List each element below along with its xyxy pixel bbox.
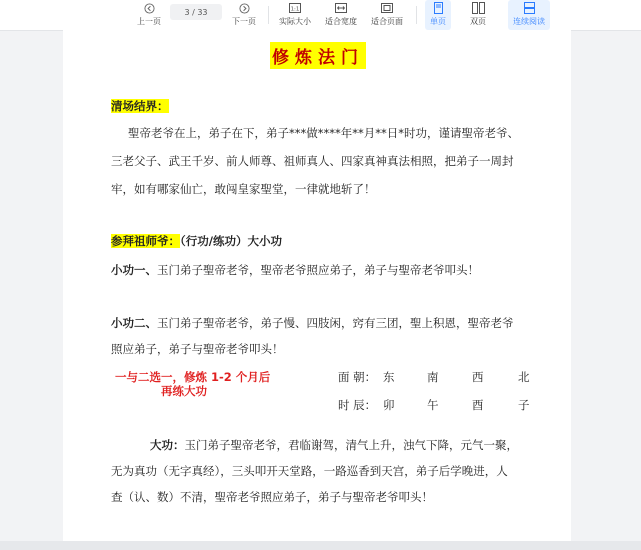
time-period-label: 时 辰： <box>338 398 377 412</box>
small-practice-one <box>111 262 479 278</box>
face-direction-label: 面 朝： <box>338 370 377 384</box>
red-note-line: 再练大功 <box>161 384 207 398</box>
toolbar-divider <box>268 6 269 24</box>
section-heading-worship <box>111 233 282 249</box>
next-page-label: 下一页 <box>232 17 256 26</box>
big-practice <box>150 437 518 453</box>
single-page-icon <box>434 2 443 16</box>
big-practice-label: 大功： <box>150 438 185 452</box>
face-direction-value: 北 <box>518 370 530 384</box>
face-direction-value: 西 <box>472 370 484 384</box>
fit-width-label: 适合宽度 <box>325 17 357 26</box>
actual-size-label: 实际大小 <box>279 17 311 26</box>
fit-page-button[interactable] <box>369 0 405 30</box>
small-practice-text: 玉门弟子聖帝老爷，弟子慢、四肢闲，窍有三团，聖上积恩，聖帝老爷 <box>157 316 514 330</box>
continuous-reading-label: 连续阅读 <box>513 17 545 26</box>
paragraph-line: 聖帝老爷在上，弟子在下，弟子***做****年**月**日*时功，谨请聖帝老爷、 <box>128 126 519 140</box>
paragraph-line: 牢，如有哪家仙亡，敢闯皇家聖堂，一律就地斩了！ <box>111 182 376 196</box>
time-period-value: 午 <box>427 398 439 412</box>
fit-page-label: 适合页面 <box>371 17 403 26</box>
section-heading-label: 清场结界： <box>111 99 169 113</box>
double-page-button[interactable] <box>464 0 492 30</box>
single-page-label: 单页 <box>430 17 446 26</box>
page-title: 修炼法门 <box>270 42 366 69</box>
page-gap <box>0 541 641 550</box>
prev-page-button[interactable] <box>134 0 164 30</box>
page-indicator[interactable]: 3 / 33 <box>170 4 222 20</box>
actual-size-button[interactable] <box>277 0 313 30</box>
fit-page-icon <box>381 3 393 15</box>
chevron-left-icon <box>144 3 155 16</box>
red-note-line: 一与二选一，修炼 1-2 个月后 <box>115 370 271 384</box>
double-page-icon <box>472 2 485 16</box>
next-page-button[interactable] <box>229 0 259 30</box>
fit-width-button[interactable] <box>323 0 359 30</box>
small-practice-label: 小功一、 <box>111 263 157 277</box>
section-heading-clear-field <box>111 98 169 114</box>
time-period-value: 卯 <box>383 398 395 412</box>
section-heading-suffix: （行功/练功）大小功 <box>180 234 282 248</box>
section-heading-label: 参拜祖师爷： <box>111 234 180 248</box>
single-page-button[interactable] <box>425 0 451 30</box>
continuous-reading-button[interactable] <box>508 0 550 30</box>
small-practice-two <box>111 315 514 331</box>
prev-page-label: 上一页 <box>137 17 161 26</box>
big-practice-text: 玉门弟子聖帝老爷，君临谢驾，清气上升，浊气下降，元气一聚， <box>184 438 518 452</box>
continuous-reading-icon <box>524 2 535 16</box>
small-practice-text: 玉门弟子聖帝老爷，聖帝老爷照应弟子，弟子与聖帝老爷叩头！ <box>157 263 479 277</box>
double-page-label: 双页 <box>470 17 486 26</box>
chevron-right-icon <box>239 3 250 16</box>
fit-width-icon <box>335 3 347 15</box>
face-direction-value: 南 <box>427 370 439 384</box>
time-period-value: 酉 <box>472 398 484 412</box>
actual-size-icon <box>289 3 301 15</box>
paragraph-line: 查（认、数）不清，聖帝老爷照应弟子，弟子与聖帝老爷叩头！ <box>111 490 433 504</box>
toolbar-divider <box>416 6 417 24</box>
small-practice-label: 小功二、 <box>111 316 157 330</box>
face-direction-value: 东 <box>383 370 395 384</box>
paragraph-line: 三老父子、武王千岁、前人师尊、祖师真人、四家真神真法相照，把弟子一周封 <box>111 154 514 168</box>
paragraph-line: 无为真功（无字真经），三头叩开天堂路，一路巡香到天宫，弟子后学晚进，人 <box>111 464 508 478</box>
viewer-toolbar <box>0 0 641 31</box>
svg-text:1:1: 1:1 <box>290 6 300 13</box>
time-period-value: 子 <box>518 398 530 412</box>
paragraph-line: 照应弟子，弟子与聖帝老爷叩头！ <box>111 342 284 356</box>
